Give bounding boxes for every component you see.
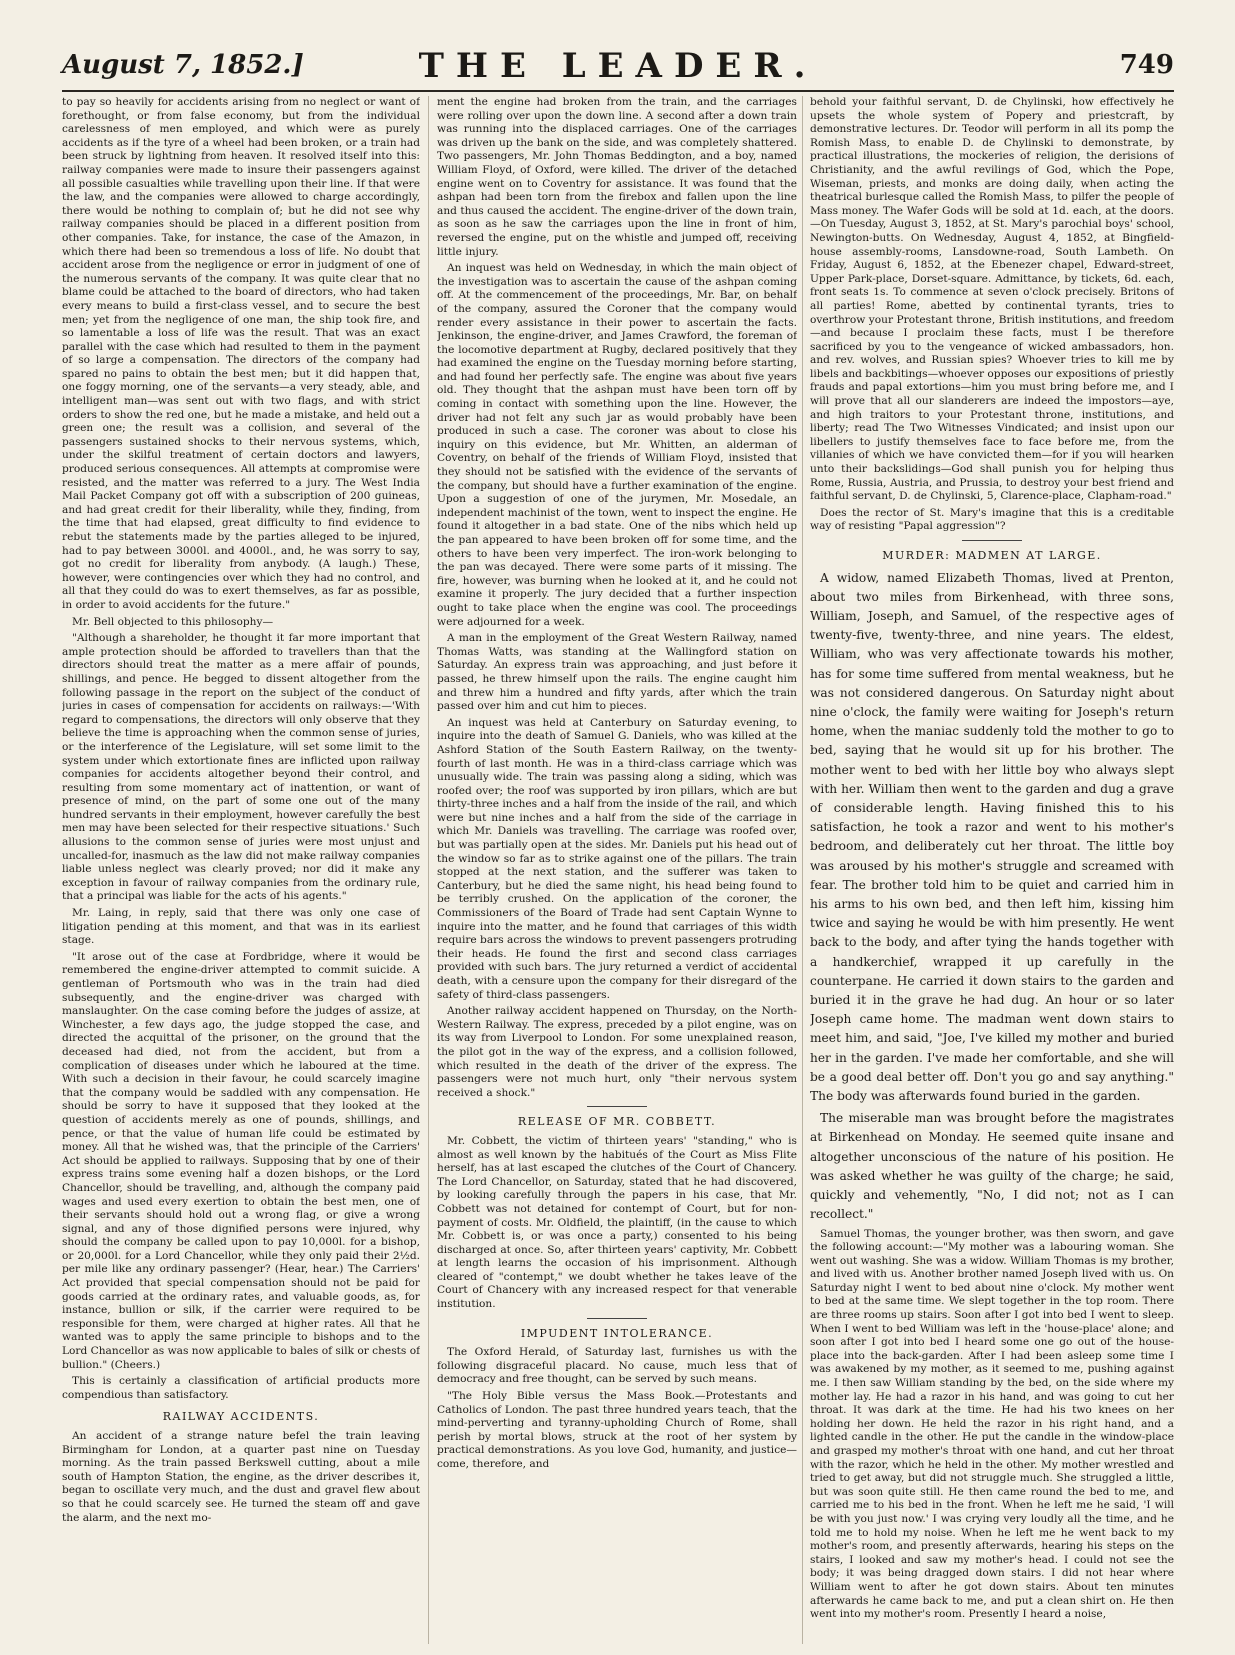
paragraph: to pay so heavily for accidents arising from no neglect or want of forethought, or from false economy, but from the individual carelessness of men employed, and which were as purely accidents as if the tyre of a wheel had been broken, or a train had been struck by lightning from heaven. It resolved itself into this: railway companies were made to insure their passengers against all possible casualties while travelling upon their line. If that were the law, and the companies were allowed to charge accordingly, there would be nothing to complain of; but he did not see why railway companies should be placed in a different position from other companies. Take, for instance, the case of the Amazon, in which there had been so tremendous a loss of life. No doubt that accident arose from the negligence or error in judgment of one of the numerous servants of the company. It was quite clear that no blame could be attached to the board of directors, who had taken every means to build a first-class vessel, and to secure the best men; yet from the negligence of one man, the ship took fire, and so lamentable a loss of life was the result. That was an exact parallel with the case which had resulted to them in the payment of so large a compensation. The directors of the company had spared no pains to obtain the best men; but it did happen that, one foggy morning, one of the servants—a very steady, able, and intelligent man—was sent out with two flags, and with strict orders to show the red one, but he made a mistake, and held out a green one; the result was a collision, and several of the passengers sustained shocks to their nervous systems, which, under the skilful treatment of certain doctors and lawyers, produced serious consequences. All attempts at compromise were resisted, and the matter was referred to a jury. The West India Mail Packet Company got off with a subscription of 200 guineas, and had great credit for their liberality, while they, finding, from the time that had elapsed, great difficulty to find evidence to rebut the statements made by the parties alleged to be injured, had to pay between 3000l. and 4000l., and, he was sorry to say, got no credit for liberality from anybody. (A laugh.) These, however, were contingencies over which they had no control, and all that they could do was to exert themselves, as far as possible, in order to avoid accidents for the future."	[62, 96, 420, 611]
paragraph: Does the rector of St. Mary's imagine that this is a creditable way of resisting "Papal aggression"?	[810, 506, 1174, 533]
quotation: "Although a shareholder, he thought it far more important that ample protection should be afforded to travellers than that the directors should treat the matter as a mere affair of pounds, shillings, and pence. He begged to dissent altogether from the following passage in the report on the subject of the conduct of juries in cases of compensation for accidents on railways:—'With regard to compensations, the directors will only observe that they believe the time is approaching when the common sense of juries, or the interference of the Legislature, will set some limit to the system under which extortionate fines are inflicted upon railway companies for accidents altogether beyond their control, and resulting from some momentary act of inattention, or want of presence of mind, on the part of some one out of the many hundred servants in their employment, however carefully the best men may have been selected for their respective situations.' Such allusions to the common sense of juries were most unjust and uncalled-for, inasmuch as the law did not make railway companies liable unless neglect was clearly proved; nor did it make any exception in favour of railway companies from the ordinary rule, that a principal was liable for the acts of his agents."	[62, 632, 420, 903]
paragraph: An accident of a strange nature befel the train leaving Birmingham for London, at a quarter past nine on Tuesday morning. As the train passed Berkswell cutting, about a mile south of Hampton Station, the engine, as the driver describes it, began to oscillate very much, and the dust and gravel flew about so that he could scarcely see. He turned the steam off and gave the alarm, and the next mo-	[62, 1430, 420, 1524]
section-divider	[962, 540, 1022, 541]
paragraph: Another railway accident happened on Thursday, on the North-Western Railway. The express, preceded by a pilot engine, was on its way from Liverpool to London. For some unexplained reason, the pilot got in the way of the express, and a collision followed, which resulted in the death of the driver of the express. The passengers were not much hurt, only "their nervous system received a shock."	[437, 1005, 797, 1099]
section-divider	[587, 1106, 647, 1107]
section-heading-railway-accidents: RAILWAY ACCIDENTS.	[162, 1410, 320, 1424]
section-divider	[587, 1318, 647, 1319]
section-heading-cobbett: RELEASE OF MR. COBBETT.	[517, 1115, 717, 1129]
column-2	[437, 96, 797, 1644]
paragraph: ment the engine had broken from the train, and the carriages were rolling over upon the down line. A second after a down train was running into the displaced carriages. One of the carriages was driven up the bank on the side, and was completely shattered. Two passengers, Mr. John Thomas Beddington, and a boy, named William Floyd, of Oxford, were killed. The driver of the detached engine went on to Coventry for assistance. It was found that the ashpan had been torn from the firebox and fallen upon the line and thus caused the accident. The engine-driver of the down train, as soon as he saw the carriages upon the line in front of him, reversed the engine, put on the whistle and jumped off, receiving little injury.	[437, 96, 797, 258]
column-1	[62, 96, 420, 1644]
paragraph: An inquest was held at Canterbury on Saturday evening, to inquire into the death of Samuel G. Daniels, who was killed at the Ashford Station of the South Eastern Railway, on the twenty-fourth of last month. He was in a third-class carriage which was unusually wide. The train was passing along a siding, which was roofed over; the roof was supported by iron pillars, which are but thirty-three inches and a half from the inside of the rail, and which were but nine inches and a half from the side of the carriage in which Mr. Daniels was travelling. The carriage was roofed over, but was partially open at the sides. Mr. Daniels put his head out of the window so far as to strike against one of the pillars. The train stopped at the next station, and the sufferer was taken to Canterbury, but he died the same night, his head being found to be terribly crushed. On the application of the coroner, the Commissioners of the Board of Trade had sent Captain Wynne to inquire into the matter, and he found that carriages of this width require bars across the windows to prevent passengers protruding their heads. He found the first and second class carriages provided with such bars. The jury returned a verdict of accidental death, with a censure upon the company for their disregard of the safety of third-class passengers.	[437, 716, 797, 1001]
placard-quotation: "The Holy Bible versus the Mass Book.—Protestants and Catholics of London. The past three hundred years teach, that the mind-perverting and tyranny-upholding Church of Rome, shall perish by mortal blows, struck at the root of her system by practical demonstrations. As you love God, humanity, and justice—come, therefore, and	[437, 1390, 797, 1470]
masthead	[62, 44, 1174, 92]
paragraph: Mr. Cobbett, the victim of thirteen years' "standing," who is almost as well known by the habitués of the Court as Miss Flite herself, has at last escaped the clutches of the Court of Chancery. The Lord Chancellor, on Saturday, stated that he had discovered, by looking carefully through the papers in his case, that Mr. Cobbett was not detained for contempt of Court, but for non-payment of costs. Mr. Oldfield, the plaintiff, (in the cause to which Mr. Cobbett is, or was once a party,) consented to his being discharged at once. So, after thirteen years' captivity, Mr. Cobbett at length learns the occasion of his imprisonment. Although cleared of "contempt," we doubt whether he takes leave of the Court of Chancery with any increased respect for that venerable institution.	[437, 1134, 797, 1311]
paragraph: behold your faithful servant, D. de Chylinski, how effectively he upsets the whole system of Popery and priestcraft, by demonstrative lectures. Dr. Teodor will perform in all its pomp the Romish Mass, to enable D. de Chylinski to demonstrate, by practical illustrations, the mockeries of religion, the derisions of Christianity, and the awful revilings of God, which the Pope, Wiseman, priests, and monks are doing daily, when acting the theatrical burlesque called the Romish Mass, to pilfer the people of Mass money. The Wafer Gods will be sold at 1d. each, at the doors.—On Tuesday, August 3, 1852, at St. Mary's parochial boys' school, Newington-butts. On Wednesday, August 4, 1852, at Bingfield-house assembly-rooms, Lansdowne-road, South Lambeth. On Friday, August 6, 1852, at the Ebenezer chapel, Edward-street, Upper Park-place, Dorset-square. Admittance, by tickets, 6d. each, front seats 1s. To commence at seven o'clock precisely. Britons of all parties! Rome, abetted by continental tyrants, tries to overthrow your Protestant throne, British institutions, and freedom—and because I proclaim these facts, must I be therefore sacrificed by you to the vengeance of wicked ambassadors, hon. and rev. wolves, and Russian spies? Whoever tries to kill me by libels and backbitings—whoever opposes our expositions of priestly frauds and papal extortions—him you must bring before me, and I will prove that all our slanderers are indeed the impostors—aye, and high traitors to your Protestant throne, institutions, and liberty; read The Two Witnesses Vindicated; and insist upon our libellers to justify themselves face to face before me, from the villanies of which we have convicted them—for if you will hearken unto their backslidings—God shall punish you for helping thus Rome, Russia, Austria, and Prussia, to destroy your best friend and faithful servant, D. de Chylinski, 5, Clarence-place, Clapham-road."	[810, 96, 1174, 503]
section-heading-murder: MURDER: MADMEN AT LARGE.	[882, 549, 1102, 562]
column-3	[810, 96, 1174, 1644]
paragraph: Mr. Bell objected to this philosophy—	[72, 615, 274, 628]
newspaper-title: THE LEADER.	[418, 46, 818, 86]
paragraph: The Oxford Herald, of Saturday last, furnishes us with the following disgraceful placard. No cause, much less that of democracy and free thought, can be served by such means.	[437, 1346, 797, 1386]
paragraph: An inquest was held on Wednesday, in which the main object of the investigation was to ascertain the cause of the ashpan coming off. At the commencement of the proceedings, Mr. Bar, on behalf of the company, assured the Coroner that the company would render every assistance in their power to ascertain the facts. Jenkinson, the engine-driver, and James Crawford, the foreman of the locomotive department at Rugby, declared positively that they had examined the engine on the Tuesday morning before starting, and had found her perfectly safe. The engine was about five years old. They thought that the ashpan must have been torn off by coming in contact with something upon the line. However, the driver had not felt any such jar as would probably have been produced in such a case. The coroner was about to close his inquiry on this evidence, but Mr. Whitten, an alderman of Coventry, on behalf of the friends of William Floyd, insisted that they should not be satisfied with the evidence of the servants of the company, but should have a further examination of the engine. Upon a suggestion of one of the jurymen, Mr. Mosedale, an independent machinist of the town, went to inspect the engine. He found it altogether in a bad state. One of the nibs which held up the pan appeared to have been broken off for some time, and the others to have been very imperfect. The iron-work belonging to the pan was decayed. There were some parts of it missing. The fire, however, was burning when he looked at it, and he could not examine it properly. The jury decided that a further inspection ought to take place when the engine was cool. The proceedings were adjourned for a week.	[437, 262, 797, 628]
paragraph: Mr. Laing, in reply, said that there was only one case of litigation pending at this moment, and that was in its earliest stage.	[62, 907, 420, 947]
paragraph: This is certainly a classification of artificial products more compendious than satisfactory.	[62, 1375, 420, 1401]
paragraph: Samuel Thomas, the younger brother, was then sworn, and gave the following account:—"My mother was a labouring woman. She went out washing. She was a widow. William Thomas is my brother, and lived with us. Another brother named Joseph lived with us. On Saturday night I went to bed about nine o'clock. My mother went to bed at the same time. We slept together in the top room. There are three rooms up stairs. Soon after I got into bed I went to sleep. When I went to bed William was left in the 'house-place' alone; and soon after I got into bed I heard some one go out of the house-place into the back-garden. After I had been asleep some time I was awakened by my mother, as it seemed to me, pushing against me. I then saw William standing by the bed, on the side where my mother lay. He had a razor in his hand, and was going to cut her throat. It was dark at the time. He had his two knees on her holding her down. He held the razor in his right hand, and a lighted candle in the other. He put the candle in the window-place and grasped my mother's throat with one hand, and cut her throat with the razor, which he held in the other. My mother wrestled and tried to get away, but did not struggle much. She struggled a little, but was soon quite still. He then came round the bed to me, and carried me to his bed in the front. When he left me he said, 'I will be with you just now.' I was crying very loudly all the time, and he told me to hold my noise. When he left me he went back to my mother's room, and presently afterwards, hearing his steps on the stairs, I looked and saw my mother's head. I could not see the body; it was being dragged down stairs. I did not hear where William went to after he got down stairs. About ten minutes afterwards he came back to me, and put a clean shirt on. He then went into my mother's room. Presently I heard a noise,	[810, 1227, 1174, 1621]
page-number: 749	[1119, 50, 1174, 80]
section-heading-intolerance: IMPUDENT INTOLERANCE.	[520, 1326, 714, 1340]
paragraph: A man in the employment of the Great Western Railway, named Thomas Watts, was standing at the Wallingford station on Saturday. An express train was approaching, and just before it passed, he threw himself upon the rails. The engine caught him and threw him a hundred and fifty yards, after which the train passed over him and cut him to pieces.	[437, 632, 797, 713]
quotation: "It arose out of the case at Fordbridge, where it would be remembered the engine-driver attempted to commit suicide. A gentleman of Portsmouth who was in the train had died subsequently, and the engine-driver was charged with manslaughter. On the case coming before the judges of assize, at Winchester, a few days ago, the judge stopped the case, and directed the acquittal of the prisoner, on the ground that the deceased had died, not from the accident, but from a complication of diseases under which he laboured at the time. With such a decision in their favour, he could scarcely imagine that the company would be saddled with any compensation. He should be sorry to have it supposed that they looked at the question of accidents merely as one of pounds, shillings, and pence, or that the value of human life could be estimated by money. All that he wished was, that the principle of the Carriers' Act should be applied to railways. Supposing that by one of their express trains some evening half a dozen bishops, or the Lord Chancellor, should be travelling, and, although the company paid wages and used every exertion to obtain the best men, one of their servants should hold out a wrong flag, or give a wrong signal, and any of those dignified persons were injured, why should the company be called upon to pay 10,000l. for a bishop, or 20,000l. for a Lord Chancellor, while they only paid their 2½d. per mile like any ordinary passenger? (Hear, hear.) The Carriers' Act provided that special compensation should not be paid for goods carried at the ordinary rates, and valuable goods, as, for instance, bullion or silk, if the carrier were required to be responsible for them, were charged at higher rates. All that he wanted was to apply the same principle to bishops and to the Lord Chancellor as was now applicable to bales of silk or chests of bullion." (Cheers.)	[62, 950, 420, 1371]
issue-date: August 7, 1852.]	[62, 50, 304, 80]
paragraph: The miserable man was brought before the magistrates at Birkenhead on Monday. He seemed quite insane and altogether unconscious of the nature of his position. He was asked whether he was guilty of the charge; he said, quickly and vehemently, "No, I did not; not as I can recollect."	[810, 1111, 1174, 1222]
paragraph: A widow, named Elizabeth Thomas, lived at Prenton, about two miles from Birkenhead, with three sons, William, Joseph, and Samuel, of the respective ages of twenty-five, twenty-three, and nine years. The eldest, William, who was very affectionate towards his mother, has for some time suffered from mental weakness, but he was not considered dangerous. On Saturday night about nine o'clock, the family were waiting for Joseph's return home, when the maniac suddenly told the mother to go to bed, saying that he would sit up for his brother. The mother went to bed with her little boy who always slept with her. William then went to the garden and dug a grave of considerable length. Having finished this to his satisfaction, he took a razor and went to his mother's bedroom, and deliberately cut her throat. The little boy was aroused by his mother's struggle and screamed with fear. The brother told him to be quiet and carried him in his arms to his own bed, and then left him, kissing him twice and saying he would be with him presently. He went back to the body, and after tying the hands together with a handkerchief, wrapped it up carefully in the counterpane. He carried it down stairs to the garden and buried it in the grave he had dug. An hour or so later Joseph came home. The madman went down stairs to meet him, and said, "Joe, I've killed my mother and buried her in the garden. I've made her comfortable, and she will be a good deal better off. Don't you go and say anything." The body was afterwards found buried in the garden.	[810, 570, 1174, 1104]
column-rule	[428, 96, 429, 1644]
column-rule	[802, 96, 803, 1644]
